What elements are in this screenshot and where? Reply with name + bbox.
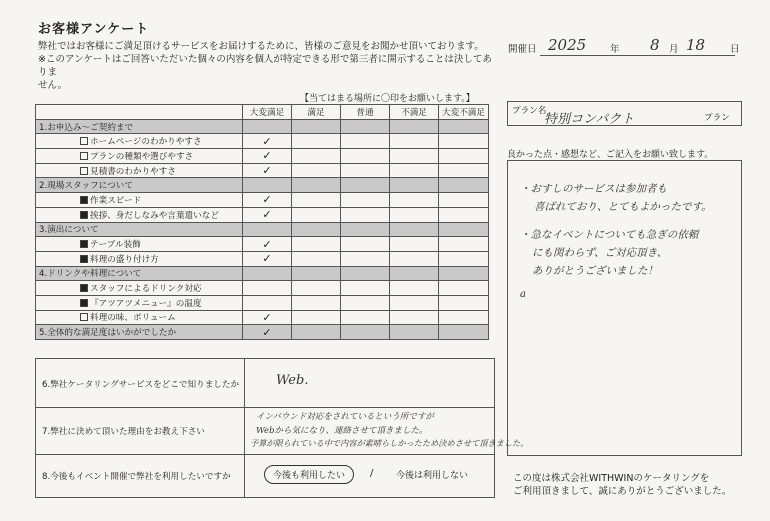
- comment-line-3: ・急なイベントについても急ぎの依頼: [520, 229, 699, 241]
- question-8-label: 8.今後もイベント開催で弊社を利用したいですか: [42, 472, 231, 482]
- rating-cell[interactable]: [341, 310, 390, 325]
- col-header: 普通: [341, 105, 390, 120]
- check-mark-icon: ✓: [262, 325, 272, 339]
- checkbox-icon: [80, 299, 88, 307]
- rating-cell[interactable]: [243, 178, 292, 193]
- table-row: [36, 281, 489, 296]
- rating-cell[interactable]: [341, 193, 390, 208]
- option-yes[interactable]: 今後も利用したい: [264, 465, 354, 484]
- check-mark-icon: ✓: [262, 149, 272, 163]
- question-8: [35, 455, 495, 498]
- col-header: 満足: [292, 105, 341, 120]
- rating-cell[interactable]: [390, 295, 439, 310]
- rating-cell[interactable]: [292, 193, 341, 208]
- rating-cell[interactable]: [292, 281, 341, 296]
- question-divider: [244, 359, 245, 407]
- rating-cell[interactable]: [390, 119, 439, 134]
- rating-cell[interactable]: [243, 295, 292, 310]
- rating-cell[interactable]: [341, 237, 390, 252]
- row-label-text: 5.全体的な満足度はいかがでしたか: [39, 328, 177, 339]
- rating-cell[interactable]: [439, 310, 489, 325]
- rating-cell[interactable]: [292, 295, 341, 310]
- table-row: [36, 149, 489, 164]
- rating-cell[interactable]: [292, 310, 341, 325]
- rating-cell[interactable]: [243, 163, 292, 178]
- rating-cell[interactable]: [390, 310, 439, 325]
- check-mark-icon: ✓: [262, 193, 272, 207]
- checkbox-icon: [80, 240, 88, 248]
- rating-cell[interactable]: [439, 163, 489, 178]
- rating-cell[interactable]: [341, 119, 390, 134]
- plan-value: 特別コンパクト: [544, 112, 635, 127]
- rating-cell[interactable]: [390, 222, 439, 237]
- date-label: 開催日: [508, 44, 537, 55]
- checkbox-icon: [80, 255, 88, 263]
- rating-cell[interactable]: [390, 237, 439, 252]
- row-label-text: スタッフによるドリンク対応: [90, 284, 202, 295]
- question-7-answer-line-3: 予算が限られている中で内容が素晴らしかったため決めさせて頂きました。: [250, 438, 529, 448]
- rating-cell[interactable]: [390, 251, 439, 266]
- rating-cell[interactable]: [341, 266, 390, 281]
- checkbox-icon: [80, 167, 88, 175]
- row-label-text: 3.演出について: [39, 225, 99, 236]
- rating-cell[interactable]: [341, 281, 390, 296]
- date-year: 2025: [548, 36, 587, 54]
- row-label-text: 1.お申込み～ご契約まで: [39, 122, 134, 133]
- table-row: [36, 207, 489, 222]
- question-6: [35, 358, 495, 408]
- section-row: [36, 325, 489, 340]
- plan-suffix: プラン: [704, 113, 730, 123]
- rating-cell[interactable]: [390, 178, 439, 193]
- row-label: [36, 119, 243, 134]
- rating-cell[interactable]: [439, 119, 489, 134]
- row-label: [36, 222, 243, 237]
- rating-cell[interactable]: [243, 281, 292, 296]
- footer-line-2: ご利用頂きまして、誠にありがとうございました。: [513, 486, 732, 497]
- checkbox-icon: [80, 313, 88, 321]
- rating-cell[interactable]: [390, 163, 439, 178]
- row-label: [36, 163, 243, 178]
- intro-line-2: ※このアンケートはご回答いただいた個々の内容を個人が特定できる形で第三者に開示することは決してありま: [38, 54, 492, 78]
- checkbox-icon: [80, 196, 88, 204]
- rating-cell[interactable]: [243, 325, 292, 340]
- rating-cell[interactable]: [243, 149, 292, 164]
- rating-cell[interactable]: [341, 149, 390, 164]
- row-label-text: 2.現場スタッフについて: [39, 181, 133, 192]
- rating-cell[interactable]: [292, 325, 341, 340]
- check-mark-icon: ✓: [262, 208, 272, 222]
- rating-cell[interactable]: [390, 207, 439, 222]
- option-no[interactable]: 今後は利用しない: [396, 471, 469, 481]
- date-month: 8: [650, 36, 660, 54]
- rating-cell[interactable]: [243, 119, 292, 134]
- row-label: [36, 295, 243, 310]
- section-row: [36, 178, 489, 193]
- comments-label: 良かった点・感想など、ご記入をお願い致します。: [507, 150, 714, 160]
- row-label: [36, 325, 243, 340]
- rating-cell[interactable]: [292, 134, 341, 149]
- question-6-answer: Web.: [276, 373, 309, 388]
- rating-cell[interactable]: [439, 281, 489, 296]
- rating-cell[interactable]: [390, 266, 439, 281]
- footer-note: [513, 472, 731, 498]
- rating-cell[interactable]: [439, 325, 489, 340]
- rating-cell[interactable]: [243, 193, 292, 208]
- rating-cell[interactable]: [439, 178, 489, 193]
- section-row: [36, 266, 489, 281]
- table-row: [36, 193, 489, 208]
- rating-cell[interactable]: [243, 134, 292, 149]
- row-label: [36, 134, 243, 149]
- row-label-text: 『アツアツメニュー』の温度: [90, 298, 202, 309]
- checkbox-icon: [80, 284, 88, 292]
- rating-cell[interactable]: [341, 325, 390, 340]
- check-mark-icon: ✓: [262, 310, 272, 324]
- comment-line-5: ありがとうございました！: [532, 265, 658, 277]
- rating-cell[interactable]: [390, 281, 439, 296]
- table-row: [36, 310, 489, 325]
- footer-line-1: この度は株式会社WITHWINのケータリングを: [513, 473, 710, 484]
- checkbox-icon: [80, 137, 88, 145]
- checkbox-icon: [80, 152, 88, 160]
- rating-cell[interactable]: [390, 325, 439, 340]
- rating-cell[interactable]: [439, 193, 489, 208]
- rating-cell[interactable]: [341, 207, 390, 222]
- rating-cell[interactable]: [292, 251, 341, 266]
- rating-cell[interactable]: [439, 149, 489, 164]
- check-mark-icon: ✓: [262, 164, 272, 178]
- check-mark-icon: ✓: [262, 237, 272, 251]
- check-mark-icon: ✓: [262, 252, 272, 266]
- rating-cell[interactable]: [292, 237, 341, 252]
- option-separator: /: [370, 468, 374, 479]
- intro-line-3: せん。: [38, 80, 68, 91]
- rating-cell[interactable]: [292, 207, 341, 222]
- rating-cell[interactable]: [390, 134, 439, 149]
- rating-cell[interactable]: [341, 163, 390, 178]
- check-mark-icon: ✓: [262, 134, 272, 148]
- row-label-text: テーブル装飾: [90, 240, 141, 251]
- comment-line-2: 喜ばれており、とてもよかったです。: [534, 201, 712, 213]
- rating-cell[interactable]: [341, 251, 390, 266]
- table-row: [36, 134, 489, 149]
- question-divider: [244, 455, 245, 497]
- row-label-text: 料理の味、ボリューム: [90, 313, 176, 324]
- rating-cell[interactable]: [341, 222, 390, 237]
- rating-cell[interactable]: [390, 193, 439, 208]
- intro-text: [38, 40, 493, 92]
- table-row: [36, 163, 489, 178]
- comment-line-1: ・おすしのサービスは参加者も: [520, 183, 667, 195]
- instruction-text: 【当てはまる場所に〇印をお願いします。】: [300, 94, 475, 104]
- rating-cell[interactable]: [341, 178, 390, 193]
- row-label-text: ホームページのわかりやすさ: [90, 137, 202, 148]
- question-7-answer-line-1: インバウンド対応をされているという所ですが: [256, 412, 434, 422]
- rating-cell[interactable]: [292, 222, 341, 237]
- rating-cell[interactable]: [439, 237, 489, 252]
- rating-cell[interactable]: [243, 222, 292, 237]
- comment-line-6: a: [520, 289, 526, 300]
- col-header: 不満足: [390, 105, 439, 120]
- comment-line-4: にも関わらず、ご対応頂き、: [532, 247, 668, 259]
- date-year-unit: 年: [610, 44, 620, 55]
- rating-cell[interactable]: [341, 134, 390, 149]
- col-header: 大変満足: [243, 105, 292, 120]
- rating-cell[interactable]: [292, 119, 341, 134]
- row-label: [36, 237, 243, 252]
- row-label: [36, 193, 243, 208]
- row-label: [36, 207, 243, 222]
- form-title: お客様アンケート: [38, 22, 150, 37]
- rating-cell[interactable]: [243, 251, 292, 266]
- rating-cell[interactable]: [439, 134, 489, 149]
- question-7-label: 7.弊社に決めて頂いた理由をお教え下さい: [42, 427, 205, 437]
- row-label: [36, 251, 243, 266]
- row-label: [36, 281, 243, 296]
- question-6-label: 6.弊社ケータリングサービスをどこで知りましたか: [42, 380, 240, 390]
- intro-line-1: 弊社ではお客様にご満足頂けるサービスをお届けするために、皆様のご意見をお聞かせ頂いております。: [38, 41, 484, 52]
- row-label: [36, 310, 243, 325]
- date-month-unit: 月: [669, 44, 679, 55]
- plan-label: プラン名: [512, 106, 547, 116]
- rating-cell[interactable]: [292, 149, 341, 164]
- table-row: [36, 295, 489, 310]
- rating-cell[interactable]: [243, 266, 292, 281]
- rating-cell[interactable]: [439, 207, 489, 222]
- row-label-text: 料理の盛り付け方: [90, 254, 159, 265]
- row-label: [36, 266, 243, 281]
- row-label: [36, 178, 243, 193]
- rating-cell[interactable]: [292, 163, 341, 178]
- col-header: 大変不満足: [439, 105, 489, 120]
- table-row: [36, 251, 489, 266]
- rating-cell[interactable]: [292, 266, 341, 281]
- rating-cell[interactable]: [243, 237, 292, 252]
- rating-cell[interactable]: [243, 310, 292, 325]
- rating-cell[interactable]: [390, 149, 439, 164]
- question-divider: [244, 408, 245, 454]
- row-label-text: 挨拶、身だしなみや言葉遣いなど: [90, 210, 219, 221]
- rating-cell[interactable]: [439, 295, 489, 310]
- date-day-unit: 日: [730, 44, 740, 55]
- rating-cell[interactable]: [292, 178, 341, 193]
- question-7: [35, 408, 529, 455]
- plan-box: [507, 101, 742, 126]
- row-label-text: 見積書のわかりやすさ: [90, 166, 176, 177]
- section-row: [36, 119, 489, 134]
- date-day: 18: [686, 36, 706, 54]
- row-label: [36, 149, 243, 164]
- rating-cell[interactable]: [243, 207, 292, 222]
- section-row: [36, 222, 489, 237]
- row-label-text: 4.ドリンクや料理について: [39, 269, 142, 280]
- date-underline: [540, 55, 735, 56]
- rating-table: [35, 104, 489, 340]
- rating-cell[interactable]: [341, 295, 390, 310]
- question-7-answer-line-2: Webから気になり、連絡させて頂きました。: [256, 426, 428, 436]
- comments-box: [507, 160, 742, 456]
- table-row: [36, 237, 489, 252]
- row-label-text: プランの種類や選びやすさ: [90, 151, 194, 162]
- table-corner: [36, 105, 243, 120]
- rating-cell[interactable]: [439, 266, 489, 281]
- rating-cell[interactable]: [439, 222, 489, 237]
- rating-cell[interactable]: [439, 251, 489, 266]
- row-label-text: 作業スピード: [90, 195, 142, 206]
- checkbox-icon: [80, 211, 88, 219]
